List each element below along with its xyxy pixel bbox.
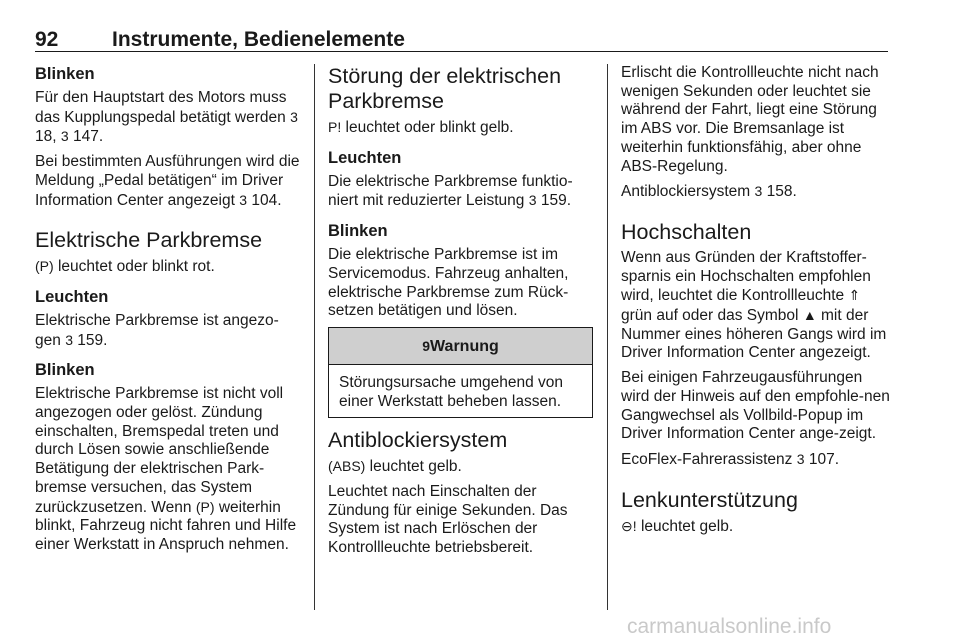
leuchten-paragraph: Die elektrische Parkbremse funktio-niert mit reduzierter Leistung 3 159. [328,172,573,210]
running-title: Instrumente, Bedienelemente [112,28,405,51]
page-header [35,28,888,52]
warning-box [328,327,593,418]
warning-text: Störungsursache umgehend von einer Werkstatt beheben lassen. [339,373,564,410]
blinken-heading: Blinken [35,65,95,83]
abs-ref-paragraph: Antiblockiersystem 3 158. [621,183,797,201]
blinken2-heading: Blinken [35,361,95,380]
ecoflex-paragraph: EcoFlex-Fahrerassistenz 3 107. [621,450,840,468]
ref-arrow-icon: 3 [60,128,69,145]
hochschalten-paragraph: Wenn aus Gründen der Kraftstoffer-sparnis ein Hochschalten empfohlen wird, leuchtet die Kontrollleuchte ⇑ grün auf oder das Symbol ▲ mit der Nummer eines höheren Gangs wird im Driver Information Center angezeigt. [621,248,887,362]
ref-arrow-icon: 3 [754,183,763,200]
triangle-up-icon: ▲ [802,307,817,324]
abs-intro: (ABS) leuchtet gelb. [328,458,462,476]
blinken-heading: Blinken [328,222,388,241]
steering-warning-icon: ⊖! [621,517,637,534]
column-1 [35,64,300,561]
parking-brake-icon: (P) [195,498,215,515]
ref-arrow-icon: 3 [528,192,537,209]
parking-brake-icon: (P) [35,258,54,275]
stoerung-heading: Störung der elektrischen Parkbremse [328,64,562,113]
lenkung-intro: ⊖! leuchtet gelb. [621,517,734,535]
column-3 [621,64,891,542]
parkbremse-heading: Elektrische Parkbremse [35,228,263,253]
abs-continued: Erlischt die Kontrollleuchte nicht nach wenigen Sekunden oder leuchtet sie während der Fahrt, liegt eine Störung im ABS vor. Die Bremsanlage ist weiterhin funktionsfähig, aber ohne ABS-Regelung. [621,64,879,175]
warning-icon: 9 [422,337,431,354]
watermark: carmanualsonline.info [627,615,832,638]
column-divider-right [607,64,608,610]
park-fault-icon: P! [328,119,342,135]
leuchten-heading: Leuchten [328,148,402,167]
page-number: 92 [35,28,59,51]
leuchten-heading: Leuchten [35,287,109,306]
header-rule [35,51,888,52]
warning-body [329,365,592,417]
ref-arrow-icon: 3 [290,108,298,125]
leuchten-paragraph: Elektrische Parkbremse ist angezo-gen 3 159. [35,311,279,349]
blinken2-paragraph: Elektrische Parkbremse ist nicht voll angezogen oder gelöst. Zündung einschalten, Bremspedal treten und durch Lösen sowie anschließende Betätigung der elektrischen Park-bremse versuchen, das System zurückzusetzen. Wenn (P) weiterhin blinkt, Fahrzeug nicht fahren und Hilfe einer Werkstatt in Anspruch nehmen. [35,385,297,553]
ref-arrow-icon: 3 [239,191,248,208]
abs-icon: (ABS) [328,458,366,475]
abs-paragraph: Leuchtet nach Einschalten der Zündung für einige Sekunden. Das System ist nach Erlöschen der Kontrollleuchte betriebsbereit. [328,483,568,557]
ref-arrow-icon: 3 [796,450,805,467]
abs-heading: Antiblockiersystem [328,428,508,453]
hochschalten-heading: Hochschalten [621,219,752,244]
column-2 [328,64,593,564]
blinken-paragraph: Die elektrische Parkbremse ist im Servicemodus. Fahrzeug anhalten, elektrische Parkbremse zum Rück-setzen betätigen und lösen. [328,246,569,320]
lenkung-heading: Lenkunterstützung [621,487,798,512]
column-divider-left [314,64,315,610]
upshift-icon: ⇑ [848,287,861,304]
warning-header: 9Warnung [329,328,592,365]
ref-arrow-icon: 3 [65,331,73,348]
blinken-paragraph: Für den Hauptstart des Motors muss das Kupplungspedal betätigt werden 3 18, 3 147. [35,89,298,146]
parkbremse-intro: (P) leuchtet oder blinkt rot. [35,258,215,276]
meldung-paragraph: Bei bestimmten Ausführungen wird die Meldung „Pedal betätigen“ im Driver Information Center angezeigt 3 104. [35,153,300,209]
stoerung-intro: P! leuchtet oder blinkt gelb. [328,119,514,136]
hochschalten-paragraph-2: Bei einigen Fahrzeugausführungen wird der Hinweis auf den empfohle-nen Gangwechsel als Vollbild-Popup im Driver Information Center ange-zeigt. [621,369,890,443]
